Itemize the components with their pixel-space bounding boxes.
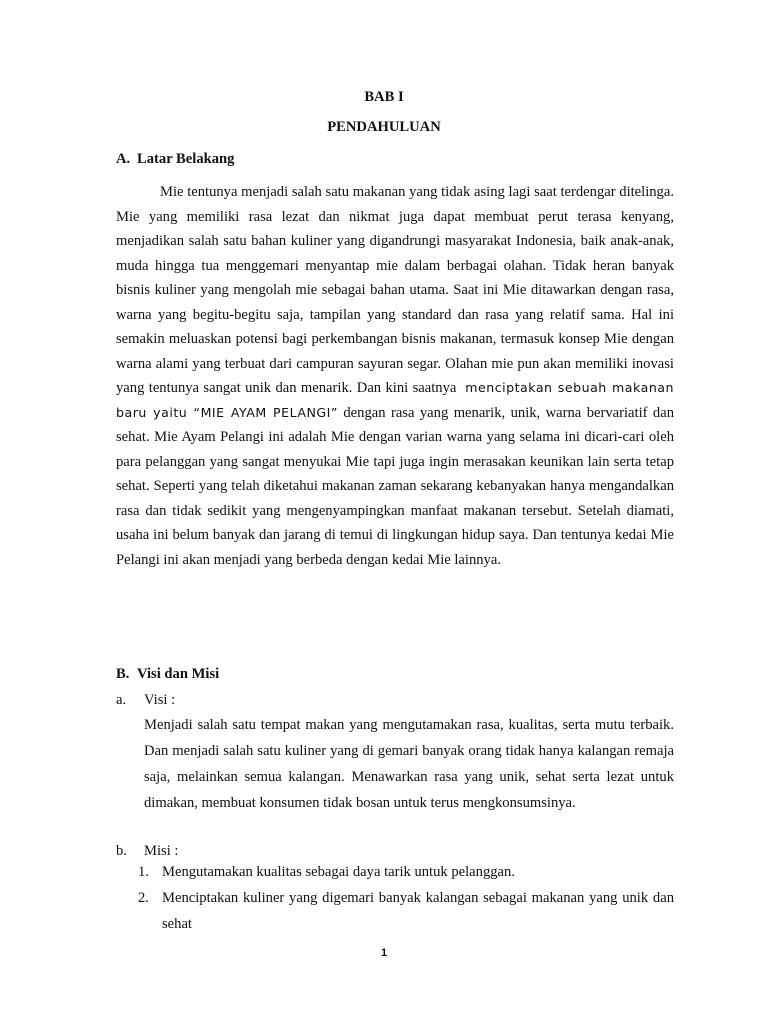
visi-label — [116, 691, 175, 709]
section-a-number: A. — [116, 151, 131, 167]
misi-item-text: Mengutamakan kualitas sebagai daya tarik untuk pelanggan. — [162, 864, 515, 880]
misi-item-number: 1. — [138, 864, 149, 880]
section-b-title: Visi dan Misi — [137, 666, 220, 682]
chapter-title: PENDAHULUAN — [327, 119, 441, 135]
section-a-heading — [116, 150, 234, 168]
misi-item — [138, 885, 674, 937]
misi-list — [138, 859, 674, 937]
section-a-title: Latar Belakang — [137, 151, 235, 167]
misi-label-text: Misi : — [144, 843, 179, 859]
misi-item-text: Menciptakan kuliner yang digemari banyak kalangan sebagai makanan yang unik dan sehat — [162, 890, 674, 932]
background-paragraph-highlight: menciptakan sebuah makanan baru yaitu “MIE AYAM PELANGI” — [116, 380, 674, 420]
section-b-number: B. — [116, 666, 130, 682]
visi-label-text: Visi : — [144, 692, 176, 708]
visi-paragraph: Menjadi salah satu tempat makan yang mengutamakan rasa, kualitas, serta mutu terbaik. Dan menjadi salah satu kuliner yang di gemari banyak orang tidak hanya kalangan remaja saja, melainkan semua kalangan. Menawarkan rasa yang unik, sehat serta lezat untuk dimakan, membuat konsumen tidak bosan untuk terus mengkonsumsinya. — [144, 717, 674, 811]
background-paragraph-end: dengan rasa yang menarik, unik, warna bervariatif dan sehat. Mie Ayam Pelangi ini adalah Mie dengan varian warna yang selama ini dicari-cari oleh para pelanggan yang sangat menyukai Mie tapi juga ingin merasakan keunikan lain serta tetap sehat. Seperti yang telah diketahui makanan zaman sekarang kebanyakan hanya mengandalkan rasa dan tidak sedikit yang mengenyampingkan manfaat makanan tersebut. Setelah diamati, usaha ini belum banyak dan jarang di temui di lingkungan hidup saya. Dan tentunya kedai Mie Pelangi ini akan menjadi yang berbeda dengan kedai Mie lainnya. — [116, 404, 674, 568]
background-paragraph — [116, 180, 674, 572]
misi-item-number: 2. — [138, 890, 149, 906]
section-b-heading — [116, 665, 219, 683]
misi-marker: b. — [116, 843, 127, 859]
misi-item — [138, 859, 674, 885]
misi-label — [116, 842, 178, 860]
background-paragraph-start: Mie tentunya menjadi salah satu makanan yang tidak asing lagi saat terdengar ditelinga. Mie yang memiliki rasa lezat dan nikmat juga dapat membuat perut terasa kenyang, menjadikan salah satu bahan kuliner yang digandrungi masyarakat Indonesia, baik anak-anak, muda hingga tua menggemari menyantap mie dalam berbagai olahan. Tidak heran banyak bisnis kuliner yang mengolah mie sebagai bahan utama. Saat ini Mie ditawarkan dengan rasa, warna yang begitu-begitu saja, tampilan yang standard dan rasa yang relatif sama. Hal ini semakin meluaskan potensi bagi perkembangan bisnis makanan, termasuk konsep Mie dengan warna alami yang terbuat dari campuran sayuran segar. Olahan mie pun akan memiliki inovasi yang tentunya sangat unik dan menarik. Dan kini saatnya — [116, 184, 674, 396]
chapter-label: BAB I — [364, 89, 404, 105]
visi-marker: a. — [116, 692, 127, 708]
page-number: 1 — [380, 947, 388, 959]
